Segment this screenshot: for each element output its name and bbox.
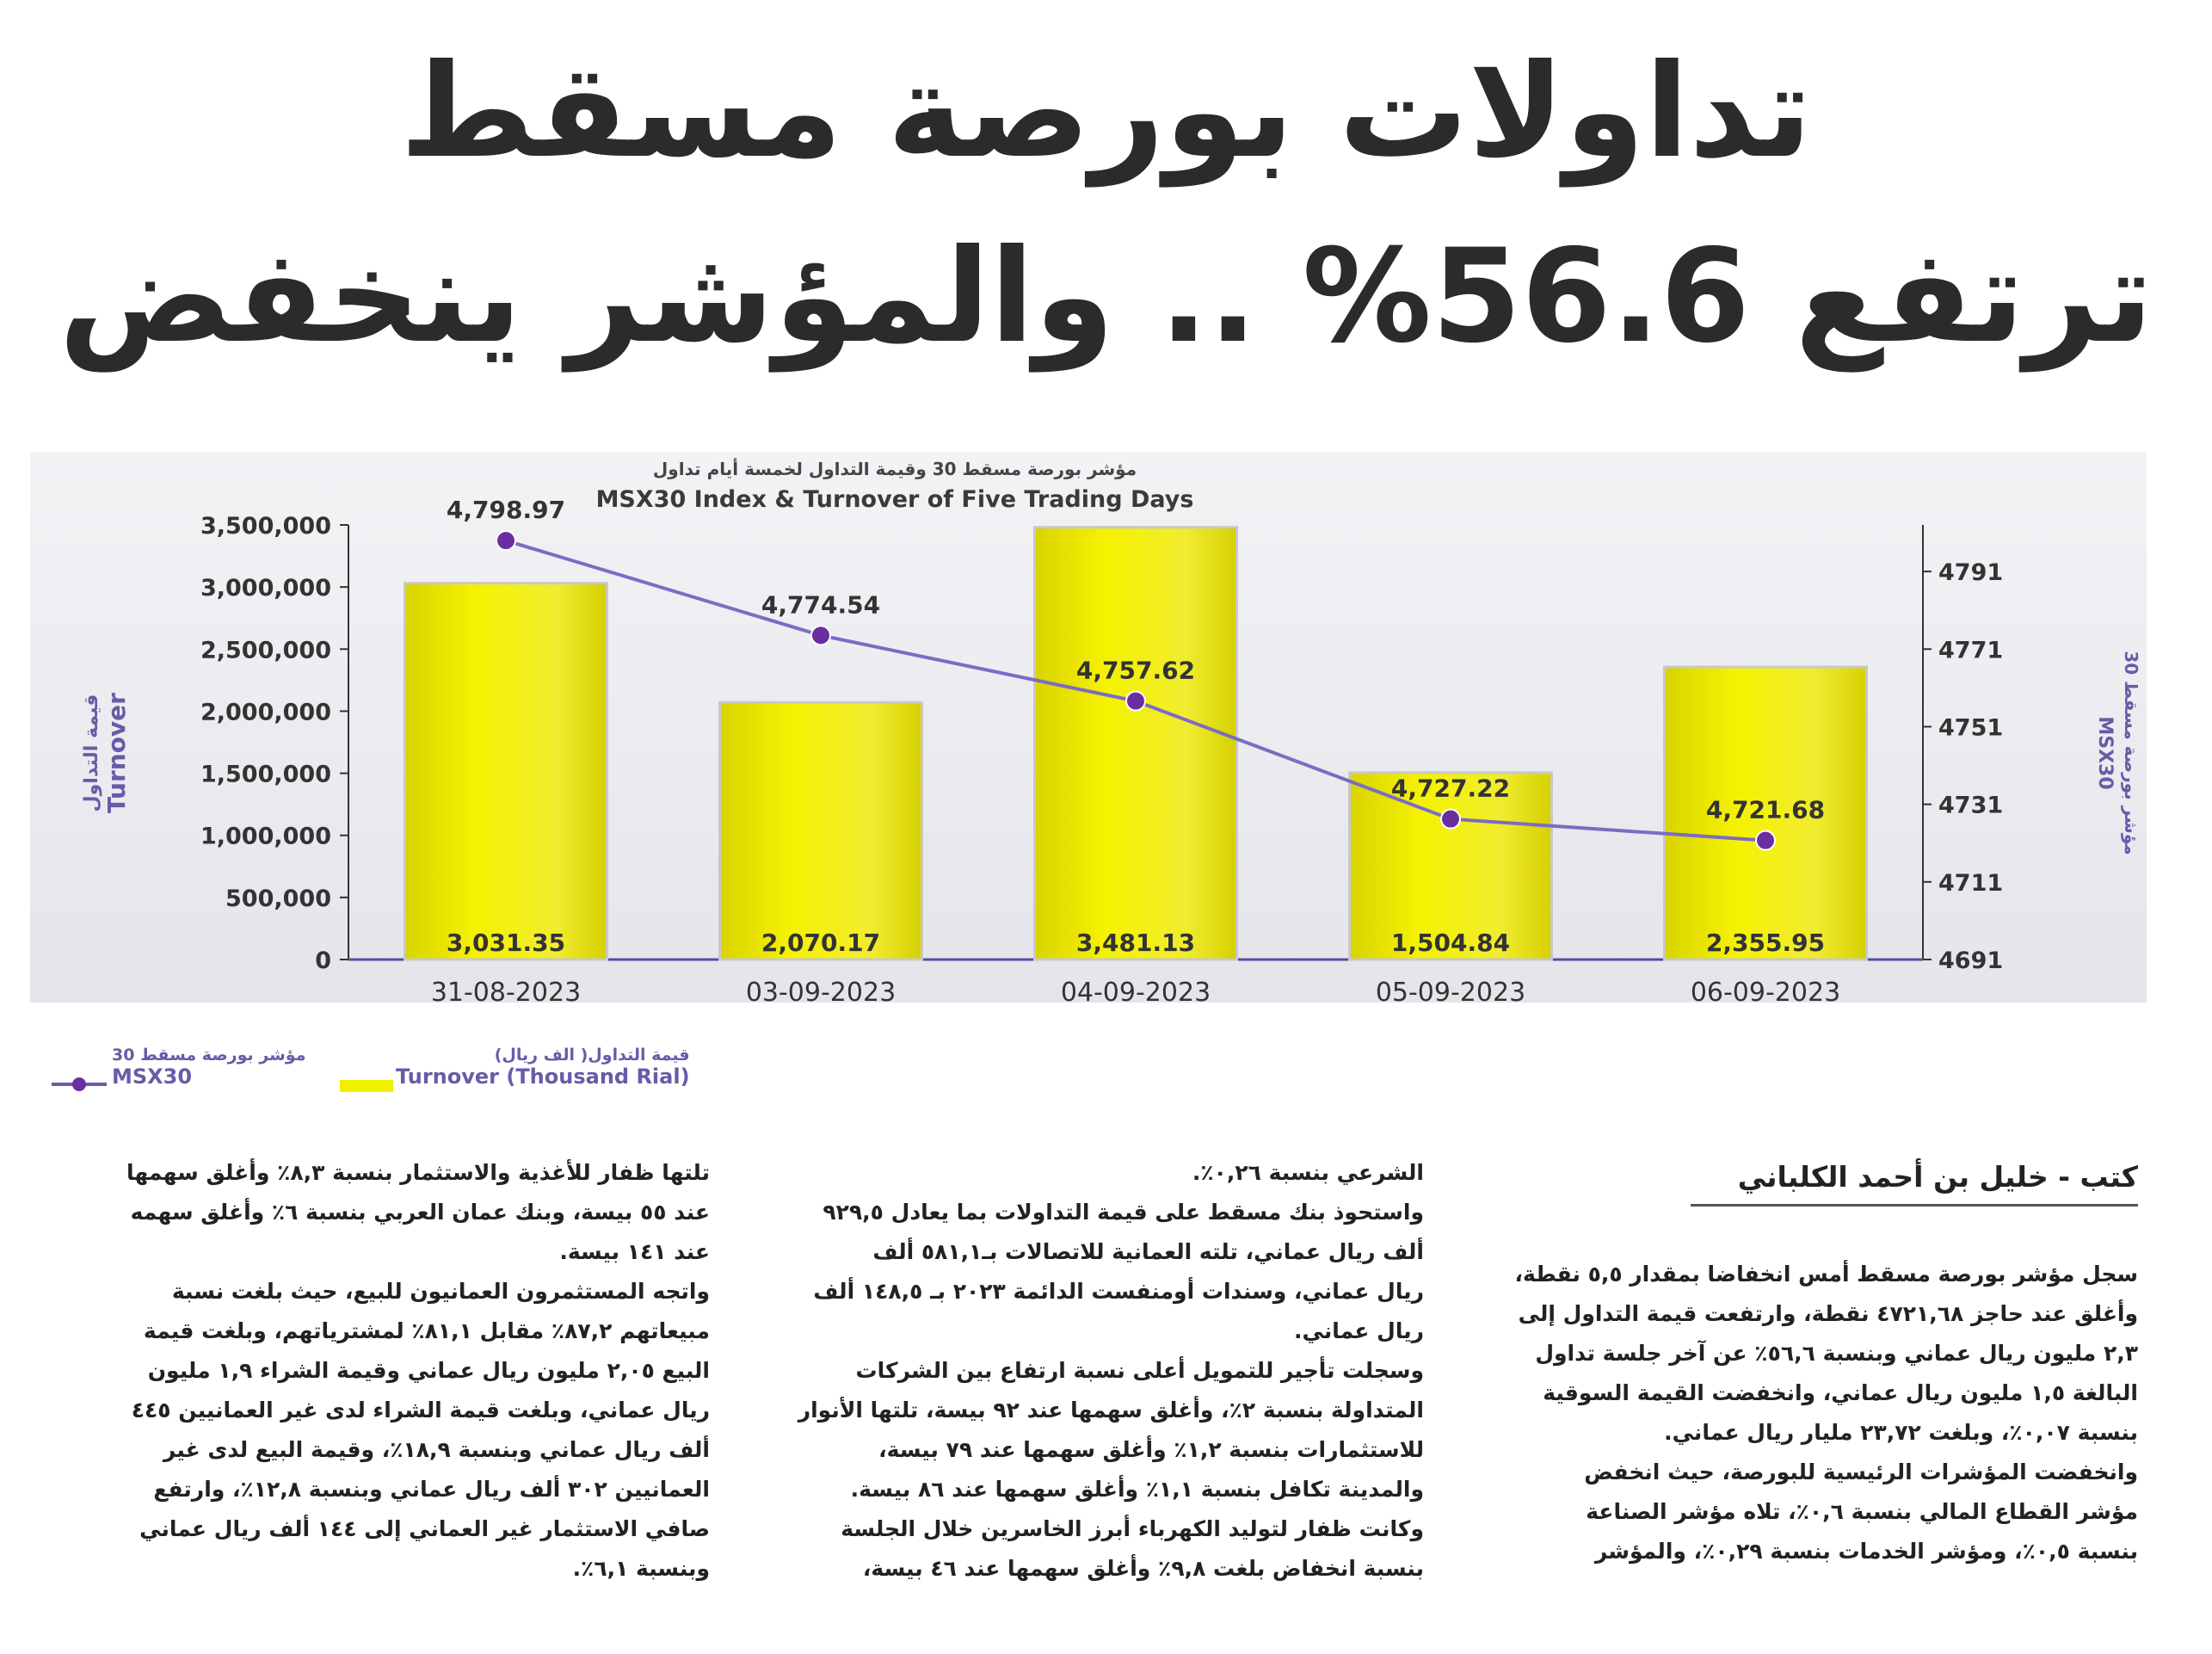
legend-turnover [396, 1046, 690, 1089]
article-line: المتداولة بنسبة ٢٪، وأغلق سهمها عند ٩٢ بيسة، تلتها الأنوار [798, 1398, 1424, 1423]
y2-tick-label: 4771 [1938, 637, 2004, 664]
article-line: بنسبة ٠,٥٪، ومؤشر الخدمات بنسبة ٠,٢٩٪، والمؤشر [1594, 1539, 2138, 1564]
y2-tick-label: 4791 [1938, 559, 2004, 587]
article-column-right [1458, 1255, 2138, 1571]
bar-value-label: 2,355.95 [1705, 929, 1826, 957]
legend-turnover-en: Turnover (Thousand Rial) [396, 1065, 690, 1089]
article-line: ٢,٣ مليون ريال عماني وبنسبة ٥٦,٦٪ عن آخر جلسة تداول [1535, 1341, 2138, 1366]
y-tick-label: 1,500,000 [200, 761, 331, 788]
article-line: والمدينة تكافل بنسبة ١,١٪ وأغلق سهمها عند ٨٦ بيسة. [850, 1477, 1424, 1502]
msx30-point [496, 531, 515, 550]
article-line: صافي الاستثمار غير العماني إلى ١٤٤ ألف ريال عماني [139, 1516, 710, 1541]
legend-msx30 [112, 1046, 305, 1089]
article-line: واتجه المستثمرون العمانيون للبيع، حيث بلغت نسبة [171, 1279, 710, 1304]
turnover-bar [720, 702, 922, 960]
article-line: سجل مؤشر بورصة مسقط أمس انخفاضا بمقدار ٥,٥ نقطة، [1514, 1262, 2138, 1287]
y2-tick-label: 4711 [1938, 869, 2004, 897]
bar-value-label: 3,481.13 [1075, 929, 1196, 957]
chart-title-ar: مؤشر بورصة مسقط 30 وقيمة التداول لخمسة أيام تداول [652, 459, 1137, 479]
article-column-left [26, 1153, 710, 1589]
article-line: ألف ريال عماني، تلته العمانية للاتصالات بـ٥٨١,١ ألف [872, 1239, 1424, 1264]
legend-msx30-ar: مؤشر بورصة مسقط 30 [112, 1046, 306, 1065]
article-line: ريال عماني، وبلغت قيمة الشراء لدى غير العمانيين ٤٤٥ [131, 1398, 710, 1423]
msx30-value-label: 4,757.62 [1075, 656, 1196, 685]
y-tick-label: 0 [315, 947, 331, 974]
y2-axis-label-ar: مؤشر بورصة مسقط 30 [2121, 651, 2141, 855]
article-line: ريال عماني، وسندات أومنفست الدائمة ٢٠٢٣ بـ ١٤٨,٥ ألف [813, 1279, 1424, 1304]
article-line: وأغلق عند حاجز ٤٧٢١,٦٨ نقطة، وارتفعت قيمة التداول إلى [1518, 1301, 2138, 1326]
article-line: بنسبة ٠,٠٧٪، وبلغت ٢٣,٧٢ مليار ريال عماني. [1664, 1420, 2138, 1445]
msx30-point [1756, 831, 1775, 850]
headline-line-1: تداولات بورصة مسقط [399, 37, 1813, 187]
article-line: البالغة ١,٥ مليون ريال عماني، وانخفضت القيمة السوقية [1543, 1380, 2138, 1405]
y-axis-label-ar: قيمة التداول [81, 694, 102, 812]
msx30-point [811, 626, 830, 645]
article-column-middle [740, 1153, 1424, 1589]
article-line: العمانيين ٣٠٢ ألف ريال عماني وبنسبة ١٢,٨٪، وارتفع [153, 1477, 710, 1502]
msx30-value-label: 4,727.22 [1390, 774, 1511, 803]
msx30-value-label: 4,774.54 [761, 590, 881, 620]
legend-turnover-ar: قيمة التداول( الف ريال) [494, 1046, 690, 1065]
legend-msx30-en: MSX30 [112, 1065, 193, 1089]
article-line: للاستثمارات بنسبة ١,٢٪ وأغلق سهمها عند ٧٩ بيسة، [878, 1437, 1424, 1462]
y2-axis-label: MSX30 [2094, 716, 2116, 790]
y-axis-label: Turnover [102, 693, 131, 813]
x-tick-label: 04-09-2023 [1060, 978, 1211, 1003]
x-tick-label: 31-08-2023 [430, 978, 582, 1003]
byline: كتب - خليل بن أحمد الكلباني [1691, 1160, 2138, 1207]
legend-marker-swatch [72, 1077, 86, 1091]
msx30-point [1441, 810, 1460, 829]
msx30-value-label: 4,721.68 [1705, 795, 1826, 824]
headline-line-2: ترتفع 56.6% .. والمؤشر ينخفض [59, 222, 2153, 372]
chart-panel [30, 452, 2147, 1003]
y2-tick-label: 4751 [1938, 714, 2004, 742]
y2-tick-label: 4731 [1938, 792, 2004, 819]
article-line: وانخفضت المؤشرات الرئيسية للبورصة، حيث انخفض [1584, 1460, 2138, 1484]
article-line: البيع ٢,٠٥ مليون ريال عماني وقيمة الشراء ١,٩ مليون [147, 1358, 710, 1383]
y2-tick-label: 4691 [1938, 947, 2004, 974]
legend-bar-swatch [340, 1080, 393, 1092]
x-tick-label: 06-09-2023 [1690, 978, 1841, 1003]
y-tick-label: 2,000,000 [200, 699, 331, 726]
article-line: الشرعي بنسبة ٠,٢٦٪. [1192, 1160, 1424, 1185]
article-line: تلتها ظفار للأغذية والاستثمار بنسبة ٨,٣٪ وأغلق سهمها [126, 1160, 710, 1185]
article-line: واستحوذ بنك مسقط على قيمة التداولات بما يعادل ٩٢٩,٥ [823, 1200, 1424, 1225]
article-line: عند ٥٥ بيسة، وبنك عمان العربي بنسبة ٦٪ وأغلق سهمه [130, 1200, 710, 1225]
x-tick-label: 05-09-2023 [1375, 978, 1526, 1003]
chart-title: MSX30 Index & Turnover of Five Trading Days [595, 486, 1194, 513]
bar-value-label: 3,031.35 [446, 929, 566, 957]
bar-value-label: 2,070.17 [761, 929, 881, 957]
article-line: ريال عماني. [1294, 1318, 1424, 1343]
article-line: وكانت ظفار لتوليد الكهرباء أبرز الخاسرين خلال الجلسة [841, 1516, 1424, 1541]
article-line: ألف ريال عماني وبنسبة ١٨,٩٪، وقيمة البيع لدى غير [163, 1437, 710, 1462]
y-tick-label: 1,000,000 [200, 823, 331, 850]
y-tick-label: 500,000 [225, 885, 331, 912]
y-tick-label: 3,000,000 [200, 575, 331, 602]
article-line: مؤشر القطاع المالي بنسبة ٠,٦٪، تلاه مؤشر الصناعة [1586, 1499, 2138, 1524]
msx30-point [1126, 692, 1145, 711]
article-line: وبنسبة ٦,١٪. [572, 1556, 710, 1581]
msx30-turnover-chart [30, 452, 2147, 1003]
y-tick-label: 3,500,000 [200, 513, 331, 540]
turnover-bar [1035, 528, 1237, 960]
y-tick-label: 2,500,000 [200, 637, 331, 664]
turnover-bar [405, 583, 607, 960]
article-line: وسجلت تأجير للتمويل أعلى نسبة ارتفاع بين الشركات [855, 1358, 1424, 1383]
article-line: عند ١٤١ بيسة. [559, 1239, 710, 1264]
msx30-value-label: 4,798.97 [446, 496, 566, 525]
article-line: مبيعاتهم ٨٧,٢٪ مقابل ٨١,١٪ لمشترياتهم، وبلغت قيمة [143, 1318, 710, 1343]
article-line: بنسبة انخفاض بلغت ٩,٨٪ وأغلق سهمها عند ٤٦ بيسة، [862, 1556, 1424, 1581]
x-tick-label: 03-09-2023 [745, 978, 897, 1003]
bar-value-label: 1,504.84 [1390, 929, 1511, 957]
